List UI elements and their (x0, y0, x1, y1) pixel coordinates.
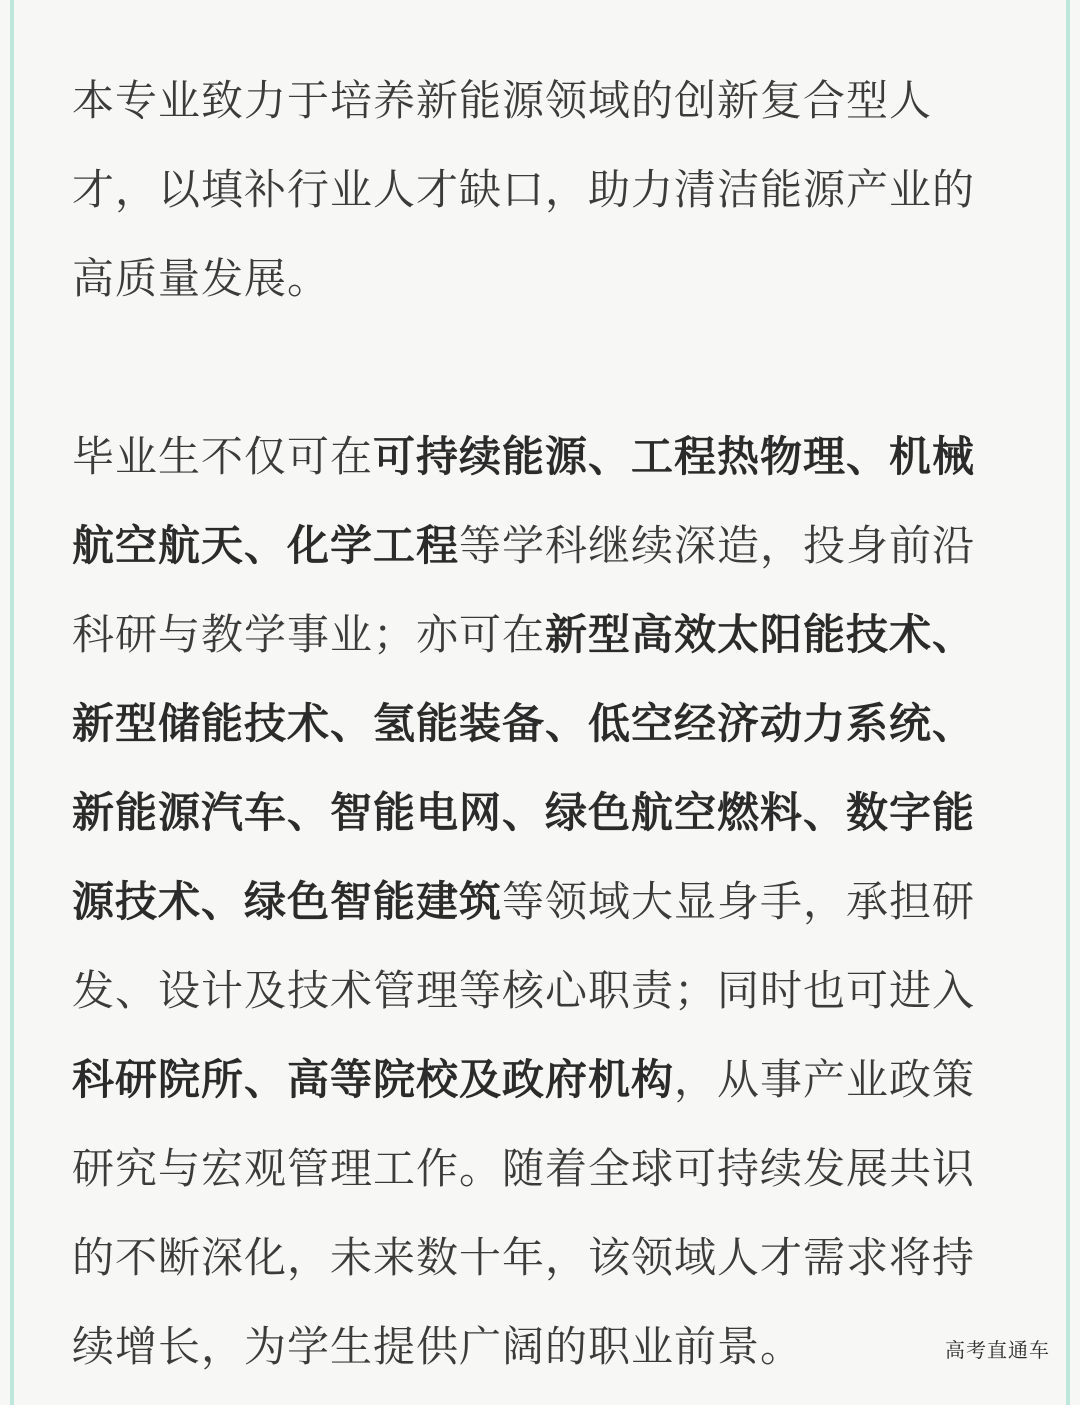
watermark: 高考直通车 (945, 1338, 1050, 1362)
article-content (72, 56, 1012, 1391)
paragraph-intro-text: 本专业致力于培养新能源领域的创新复合型人才，以填补行业人才缺口，助力清洁能源产业的高质量发展。 (72, 76, 976, 303)
paragraph-intro (72, 56, 1012, 323)
left-border-decoration (10, 0, 14, 1405)
career-text-segment: 等领域大显身手，承担研发、设计及技术管理等核心职责；同时也可进入 (72, 877, 976, 1015)
paragraph-career-text (72, 412, 1012, 1391)
career-bold-disciplines: 可持续能源、工程热物理、机械航空航天、化学工程 (72, 432, 976, 570)
right-border-decoration (1066, 0, 1070, 1405)
career-text-segment: 毕业生不仅可在 (72, 432, 374, 481)
career-bold-fields: 新型高效太阳能技术、新型储能技术、氢能装备、低空经济动力系统、新能源汽车、智能电网、绿色航空燃料、数字能源技术、绿色智能建筑 (72, 610, 976, 926)
career-bold-institutions: 科研院所、高等院校及政府机构 (72, 1055, 675, 1104)
career-text-segment: ，从事产业政策研究与宏观管理工作。随着全球可持续发展共识的不断深化，未来数十年，该领域人才需求将持续增长，为学生提供广阔的职业前景。 (72, 1055, 976, 1371)
paragraph-career (72, 412, 1012, 1391)
career-text-segment: 等学科继续深造，投身前沿科研与教学事业；亦可在 (72, 521, 976, 659)
